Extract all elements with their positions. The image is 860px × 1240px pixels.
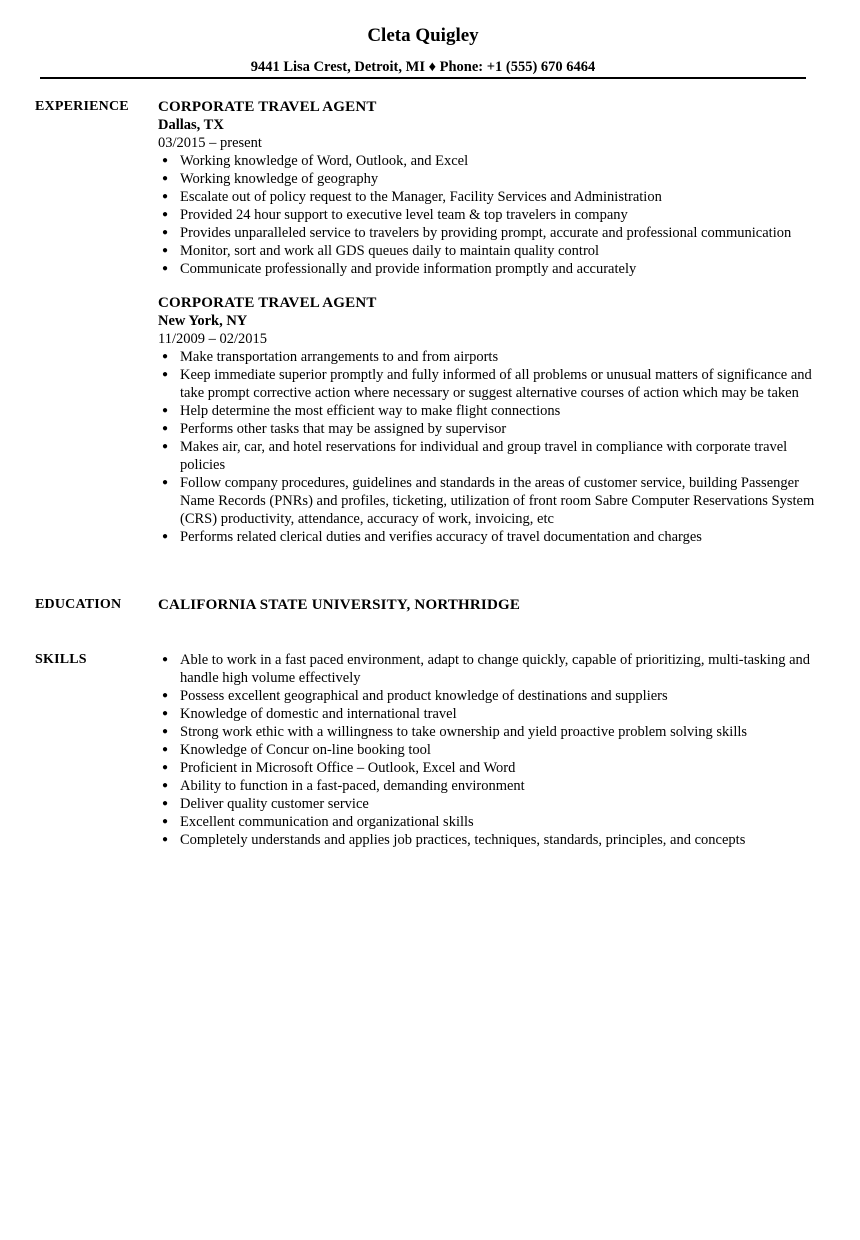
list-item [158,759,818,777]
bullet-icon: ● [162,263,169,274]
bullet-icon: ● [162,690,169,701]
job-dates: 11/2009 – 02/2015 [158,331,268,347]
bullet-text: Monitor, sort and work all GDS queues daily to maintain quality control [180,243,600,259]
bullet-text: Ability to function in a fast-paced, demanding environment [180,778,525,794]
job-dates: 03/2015 – present [158,135,262,151]
bullet-icon: ● [162,780,169,791]
education-heading: EDUCATION [35,597,122,612]
list-item [158,348,818,366]
bullet-icon: ● [162,191,169,202]
job-location: Dallas, TX [158,117,224,133]
list-item [158,260,818,278]
job-location: New York, NY [158,313,248,329]
job-title: CORPORATE TRAVEL AGENT [158,295,377,311]
bullet-icon: ● [162,744,169,755]
bullet-text: Escalate out of policy request to the Manager, Facility Services and Administration [180,189,662,205]
list-item [158,188,818,206]
bullet-icon: ● [162,708,169,719]
education-body [158,596,818,614]
contact-line: 9441 Lisa Crest, Detroit, MI ♦ Phone: +1 (555) 670 6464 [250,59,596,75]
skills-heading: SKILLS [35,652,87,667]
bullet-text: Help determine the most efficient way to make flight connections [180,403,561,419]
skills-list [158,651,818,849]
bullet-icon: ● [162,209,169,220]
bullet-icon: ● [162,834,169,845]
bullet-text: Follow company procedures, guidelines and standards in the areas of customer service, building Passenger Name Records (PNRs) and profiles, ticketing, utilization of front room Sabre Computer Reservations System (CRS) productivity, attendance, accuracy of work, invoicing, etc [180,475,815,527]
candidate-name: Cleta Quigley [367,25,479,46]
bullet-text: Knowledge of domestic and international travel [180,706,457,722]
list-item [158,651,818,687]
experience-heading: EXPERIENCE [35,99,129,114]
bullet-icon: ● [162,726,169,737]
bullet-text: Provided 24 hour support to executive level team & top travelers in company [180,207,628,223]
list-item [158,170,818,188]
bullet-icon: ● [162,227,169,238]
bullet-text: Possess excellent geographical and product knowledge of destinations and suppliers [180,688,668,704]
bullet-text: Performs related clerical duties and verifies accuracy of travel documentation and charges [180,529,702,545]
bullet-text: Excellent communication and organizational skills [180,814,474,830]
list-item [158,813,818,831]
bullet-icon: ● [162,405,169,416]
bullet-text: Completely understands and applies job practices, techniques, standards, principles, and concepts [180,832,746,848]
job-entry [158,294,818,546]
list-item [158,777,818,795]
bullet-text: Makes air, car, and hotel reservations for individual and group travel in compliance with corporate travel policies [180,439,788,473]
bullet-text: Able to work in a fast paced environment, adapt to change quickly, capable of prioritizing, multi-tasking and handle high volume effectively [180,652,811,686]
bullet-icon: ● [162,654,169,665]
bullet-text: Knowledge of Concur on-line booking tool [180,742,431,758]
list-item [158,438,818,474]
list-item [158,723,818,741]
bullet-icon: ● [162,798,169,809]
bullet-text: Deliver quality customer service [180,796,369,812]
list-item [158,402,818,420]
bullet-icon: ● [162,173,169,184]
bullet-icon: ● [162,423,169,434]
list-item [158,528,818,546]
header-divider [40,77,806,79]
bullet-text: Make transportation arrangements to and from airports [180,349,499,365]
list-item [158,420,818,438]
bullet-icon: ● [162,816,169,827]
bullet-text: Keep immediate superior promptly and fully informed of all problems or unusual matters of significance and take prompt corrective action where necessary or suggest alternative courses of action which may be taken [180,367,812,401]
bullet-text: Strong work ethic with a willingness to take ownership and yield proactive problem solving skills [180,724,748,740]
job-bullets [158,152,818,278]
list-item [158,224,818,242]
list-item [158,242,818,260]
skills-body [158,651,818,849]
job-entry [158,98,818,278]
bullet-text: Proficient in Microsoft Office – Outlook, Excel and Word [180,760,516,776]
bullet-icon: ● [162,369,169,380]
bullet-text: Provides unparalleled service to travelers by providing prompt, accurate and professional communication [180,225,792,241]
bullet-icon: ● [162,351,169,362]
list-item [158,741,818,759]
bullet-icon: ● [162,245,169,256]
list-item [158,795,818,813]
bullet-icon: ● [162,762,169,773]
bullet-icon: ● [162,441,169,452]
list-item [158,152,818,170]
bullet-icon: ● [162,477,169,488]
bullet-text: Communicate professionally and provide information promptly and accurately [180,261,637,277]
list-item [158,831,818,849]
list-item [158,474,818,528]
bullet-icon: ● [162,155,169,166]
bullet-text: Working knowledge of geography [180,171,379,187]
school-name: CALIFORNIA STATE UNIVERSITY, NORTHRIDGE [158,597,521,613]
bullet-icon: ● [162,531,169,542]
list-item [158,705,818,723]
list-item [158,206,818,224]
bullet-text: Working knowledge of Word, Outlook, and Excel [180,153,469,169]
bullet-text: Performs other tasks that may be assigned by supervisor [180,421,507,437]
list-item [158,687,818,705]
experience-body [158,98,818,546]
job-bullets [158,348,818,546]
list-item [158,366,818,402]
job-title: CORPORATE TRAVEL AGENT [158,99,377,115]
